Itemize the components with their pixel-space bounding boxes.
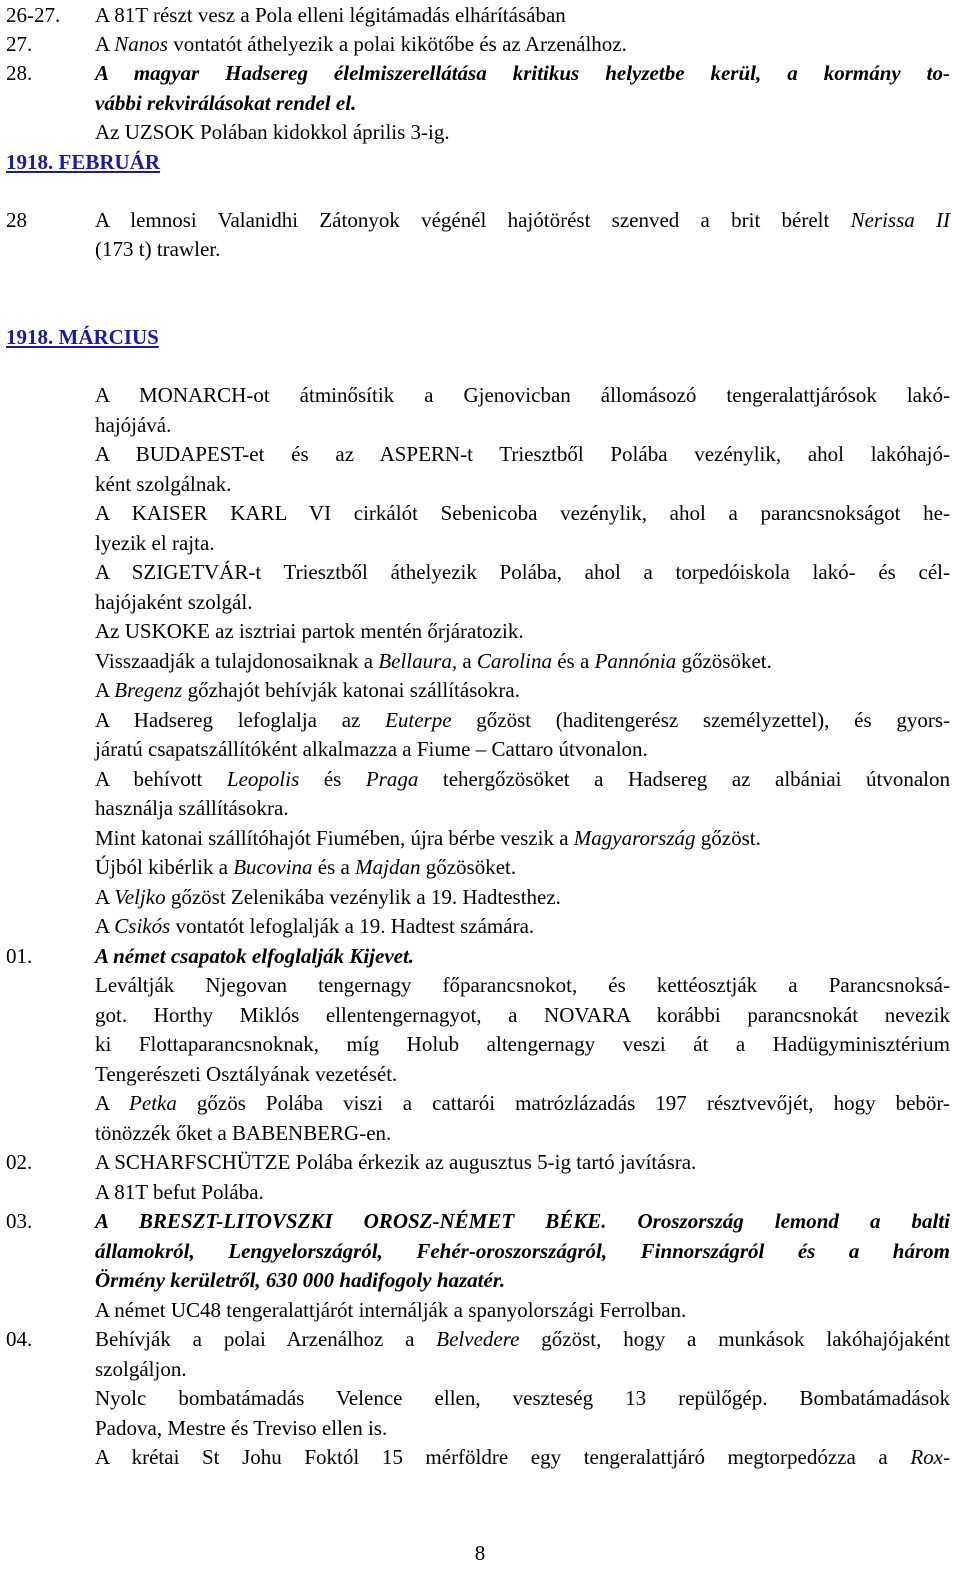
entry-date: 04.: [6, 1327, 33, 1351]
text-run: ki Flottaparancsnoknak, míg Holub altengernagy veszi át a Hadügyminisztérium: [95, 1032, 950, 1056]
entry-text: [95, 1088, 950, 1118]
emphasized-text: Magyarország: [573, 826, 696, 850]
entry-text: [95, 734, 950, 764]
entry-text: [95, 911, 950, 941]
entry-text: [95, 1413, 950, 1443]
entry-date: 03.: [6, 1209, 33, 1233]
emphasized-text: államokról, Lengyelországról, Fehér-oroszországról, Finnországról és a három: [95, 1239, 950, 1263]
entry-text: [95, 1265, 950, 1295]
text-run: A behívott: [95, 767, 227, 791]
entry-text: [95, 882, 950, 912]
entry-date: 28.: [6, 61, 33, 85]
emphasized-text: Bucovina: [233, 855, 313, 879]
entry-text: [95, 117, 950, 147]
entry-text: [95, 205, 950, 235]
emphasized-text: Euterpe: [385, 708, 452, 732]
entry-date: 26-27.: [6, 3, 61, 27]
emphasized-text: Örmény kerületről, 630 000 hadifogoly hazatér.: [95, 1268, 506, 1292]
text-run: szolgáljon.: [95, 1357, 187, 1381]
entry-date: 28: [6, 208, 27, 232]
text-run: , a: [451, 649, 477, 673]
text-run: gőzöst (haditengerész személyzettel), és gyors-: [451, 708, 950, 732]
text-run: tönözzék őket a BABENBERG-en.: [95, 1121, 392, 1145]
entry-text: [95, 941, 950, 971]
emphasized-text: Petka: [129, 1091, 177, 1115]
entry-text: [95, 793, 950, 823]
text-run: gőzöst.: [695, 826, 761, 850]
entry-date: 02.: [6, 1150, 33, 1174]
entry-text: [95, 675, 950, 705]
text-run: A MONARCH-ot átminősítik a Gjenovicban állomásozó tengeralattjárósok lakó-: [95, 383, 950, 407]
emphasized-text: A BRESZT-LITOVSZKI OROSZ-NÉMET BÉKE. Oroszország lemond a balti: [95, 1209, 950, 1233]
text-run: gőzhajót behívják katonai szállításokra.: [182, 678, 520, 702]
text-run: Mint katonai szállítóhajót Fiumében, újra bérbe veszik a: [95, 826, 574, 850]
text-run: járatú csapatszállítóként alkalmazza a Fiume – Cattaro útvonalon.: [95, 737, 648, 761]
entry-text: [95, 1147, 950, 1177]
entry-text: [95, 970, 950, 1000]
text-run: Tengerészeti Osztályának vezetését.: [95, 1062, 398, 1086]
emphasized-text: A német csapatok elfoglalják Kijevet.: [95, 944, 415, 968]
text-run: A BUDAPEST-et és az ASPERN-t Triesztből Polába vezénylik, ahol lakóhajó-: [95, 442, 950, 466]
entry-text: [95, 1000, 950, 1030]
text-run: A 81T befut Polába.: [95, 1180, 264, 1204]
entry-text: [95, 88, 950, 118]
entry-text: [95, 58, 950, 88]
emphasized-text: Rox-: [910, 1445, 950, 1469]
emphasized-text: Pannónia: [594, 649, 677, 673]
entry-text: [95, 1059, 950, 1089]
emphasized-text: Nanos: [114, 32, 168, 56]
text-run: A 81T részt vesz a Pola elleni légitámadás elhárításában: [95, 3, 566, 27]
text-run: hajójaként szolgál.: [95, 590, 253, 614]
text-run: és: [299, 767, 366, 791]
entry-text: [95, 1442, 950, 1472]
text-run: és a: [551, 649, 595, 673]
text-run: Padova, Mestre és Treviso ellen is.: [95, 1416, 388, 1440]
text-run: ként szolgálnak.: [95, 472, 232, 496]
emphasized-text: Bregenz: [114, 678, 183, 702]
text-run: gőzösöket.: [420, 855, 517, 879]
entry-text: [95, 1118, 950, 1148]
emphasized-text: Praga: [365, 767, 419, 791]
text-run: Leváltják Njegovan tengernagy főparancsnokot, és kettéosztják a Parancsnoksá-: [95, 973, 950, 997]
text-run: vontatót lefoglalják a 19. Hadtest számára.: [170, 914, 535, 938]
text-run: A Hadsereg lefoglalja az: [95, 708, 386, 732]
entry-text: [95, 498, 950, 528]
entry-text: [95, 439, 950, 469]
text-run: használja szállításokra.: [95, 796, 289, 820]
text-run: A: [95, 885, 115, 909]
entry-text: [95, 0, 950, 30]
entry-text: [95, 616, 950, 646]
emphasized-text: Bellaura: [378, 649, 452, 673]
text-run: Visszaadják a tulajdonosaiknak a: [95, 649, 379, 673]
section-heading: 1918. MÁRCIUS: [6, 325, 159, 349]
entry-text: [95, 528, 950, 558]
text-run: Nyolc bombatámadás Velence ellen, veszteség 13 repülőgép. Bombatámadások: [95, 1386, 950, 1410]
emphasized-text: Majdan: [355, 855, 421, 879]
text-run: Az UZSOK Polában kidokkol április 3-ig.: [95, 120, 450, 144]
text-run: Az USKOKE az isztriai partok mentén őrjáratozik.: [95, 619, 524, 643]
emphasized-text: Csikós: [114, 914, 171, 938]
text-run: A: [95, 1091, 130, 1115]
entry-text: [95, 234, 950, 264]
entry-text: [95, 29, 950, 59]
text-run: (173 t) trawler.: [95, 237, 221, 261]
entry-text: [95, 410, 950, 440]
emphasized-text: vábbi rekvirálásokat rendel el.: [95, 91, 357, 115]
entry-text: [95, 823, 950, 853]
entry-date: 27.: [6, 32, 33, 56]
emphasized-text: A magyar Hadsereg élelmiszerellátása kritikus helyzetbe kerül, a kormány to-: [95, 61, 950, 85]
text-run: vontatót áthelyezik a polai kikötőbe és az Arzenálhoz.: [167, 32, 627, 56]
entry-text: [95, 469, 950, 499]
entry-text: [95, 1383, 950, 1413]
entry-text: [95, 705, 950, 735]
entry-text: [95, 1354, 950, 1384]
text-run: tehergőzösöket a Hadsereg az albániai útvonalon: [418, 767, 950, 791]
text-run: Újból kibérlik a: [95, 855, 234, 879]
page-number: 8: [474, 1541, 486, 1565]
emphasized-text: Veljko: [114, 885, 166, 909]
text-run: és a: [312, 855, 356, 879]
entry-text: [95, 764, 950, 794]
entry-text: [95, 1177, 950, 1207]
text-run: gőzöst, hogy a munkások lakóhajójaként: [519, 1327, 950, 1351]
entry-date: 01.: [6, 944, 33, 968]
text-run: Behívják a polai Arzenálhoz a: [95, 1327, 437, 1351]
entry-text: [95, 587, 950, 617]
text-run: A: [95, 914, 115, 938]
text-run: A SZIGETVÁR-t Triesztből áthelyezik Polába, ahol a torpedóiskola lakó- és cél-: [95, 560, 950, 584]
text-run: gőzös Polába viszi a cattarói matrózlázadás 197 résztvevőjét, hogy bebör-: [176, 1091, 950, 1115]
entry-text: [95, 646, 950, 676]
text-run: A: [95, 32, 115, 56]
text-run: A krétai St Johu Foktól 15 mérföldre egy tengeralattjáró megtorpedózza a: [95, 1445, 911, 1469]
text-run: gőzöst Zelenikába vezénylik a 19. Hadtesthez.: [165, 885, 561, 909]
entry-text: [95, 1206, 950, 1236]
emphasized-text: Nerissa II: [850, 208, 950, 232]
text-run: gőzösöket.: [676, 649, 772, 673]
entry-text: [95, 1324, 950, 1354]
text-run: A lemnosi Valanidhi Zátonyok végénél hajótörést szenved a brit bérelt: [95, 208, 851, 232]
text-run: lyezik el rajta.: [95, 531, 215, 555]
entry-text: [95, 852, 950, 882]
section-heading: 1918. FEBRUÁR: [6, 150, 161, 174]
emphasized-text: Carolina: [476, 649, 552, 673]
text-run: got. Horthy Miklós ellentengernagyot, a NOVARA korábbi parancsnokát nevezik: [95, 1003, 950, 1027]
emphasized-text: Belvedere: [436, 1327, 520, 1351]
text-run: A: [95, 678, 115, 702]
entry-text: [95, 557, 950, 587]
entry-text: [95, 1295, 950, 1325]
text-run: hajójává.: [95, 413, 172, 437]
entry-text: [95, 1029, 950, 1059]
emphasized-text: Leopolis: [226, 767, 300, 791]
text-run: A SCHARFSCHÜTZE Polába érkezik az augusztus 5-ig tartó javításra.: [95, 1150, 697, 1174]
entry-text: [95, 1236, 950, 1266]
entry-text: [95, 380, 950, 410]
text-run: A német UC48 tengeralattjárót internálják a spanyolországi Ferrolban.: [95, 1298, 687, 1322]
text-run: A KAISER KARL VI cirkálót Sebenicoba vezénylik, ahol a parancsnokságot he-: [95, 501, 950, 525]
